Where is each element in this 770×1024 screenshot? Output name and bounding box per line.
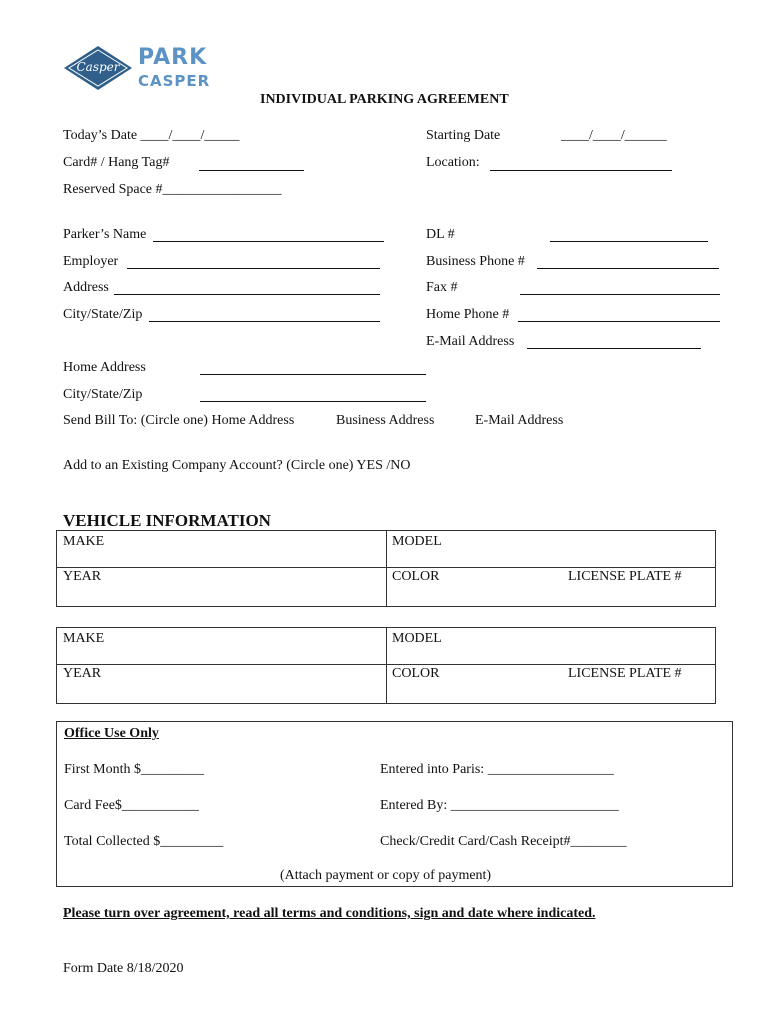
employer-input[interactable]	[127, 268, 380, 269]
svg-text:Casper: Casper	[76, 60, 120, 74]
home-phone-input[interactable]	[518, 321, 720, 322]
notice-text: Please turn over agreement, read all terms and conditions, sign and date where indicated.	[63, 906, 596, 921]
first-month-field[interactable]: First Month $_________	[64, 762, 205, 777]
home-address-label: Home Address	[63, 360, 146, 375]
send-bill-option-home[interactable]: Send Bill To: (Circle one) Home Address	[63, 413, 295, 428]
send-bill-option-business[interactable]: Business Address	[336, 413, 435, 428]
location-input[interactable]	[490, 170, 672, 171]
vehicle-2-license[interactable]: LICENSE PLATE #	[568, 666, 682, 681]
dl-input[interactable]	[550, 241, 708, 242]
vehicle-table-1	[56, 530, 716, 607]
fax-input[interactable]	[520, 294, 720, 295]
home-phone-label: Home Phone #	[426, 307, 510, 322]
employer-label: Employer	[63, 254, 119, 269]
fax-label: Fax #	[426, 280, 458, 295]
vehicle-2-model[interactable]: MODEL	[392, 631, 442, 646]
address-label: Address	[63, 280, 109, 295]
email-address-label: E-Mail Address	[426, 334, 515, 349]
logo	[62, 44, 212, 94]
total-collected-field[interactable]: Total Collected $_________	[64, 834, 224, 849]
vehicle-1-make[interactable]: MAKE	[63, 534, 105, 549]
reserved-space-field[interactable]: Reserved Space #_________________	[63, 182, 282, 197]
address-input[interactable]	[114, 294, 380, 295]
vehicle-1-color[interactable]: COLOR	[392, 569, 440, 584]
card-hang-tag-label: Card# / Hang Tag#	[63, 155, 170, 170]
vehicle-1-license[interactable]: LICENSE PLATE #	[568, 569, 682, 584]
page-title: INDIVIDUAL PARKING AGREEMENT	[260, 92, 509, 107]
city-state-zip-2-label: City/State/Zip	[63, 387, 143, 402]
city-state-zip-input[interactable]	[149, 321, 380, 322]
starting-date-label: Starting Date	[426, 128, 501, 143]
vehicle-2-make[interactable]: MAKE	[63, 631, 105, 646]
dl-label: DL #	[426, 227, 455, 242]
vehicle-2-year[interactable]: YEAR	[63, 666, 102, 681]
entered-by-field[interactable]: Entered By: ________________________	[380, 798, 619, 813]
business-phone-input[interactable]	[537, 268, 719, 269]
vehicle-2-color[interactable]: COLOR	[392, 666, 440, 681]
office-use-heading: Office Use Only	[64, 726, 159, 741]
logo-casper: CASPER	[138, 72, 211, 90]
card-hang-tag-input[interactable]	[199, 170, 304, 171]
attach-payment-note: (Attach payment or copy of payment)	[280, 868, 492, 883]
send-bill-option-email[interactable]: E-Mail Address	[475, 413, 564, 428]
logo-park: PARK	[138, 45, 208, 70]
entered-paris-field[interactable]: Entered into Paris: __________________	[380, 762, 614, 777]
city-state-zip-2-input[interactable]	[200, 401, 426, 402]
home-address-input[interactable]	[200, 374, 426, 375]
casper-seal-icon	[62, 44, 134, 92]
city-state-zip-label: City/State/Zip	[63, 307, 143, 322]
vehicle-table-2	[56, 627, 716, 704]
form-date: Form Date 8/18/2020	[63, 961, 184, 976]
business-phone-label: Business Phone #	[426, 254, 525, 269]
parkers-name-input[interactable]	[153, 241, 384, 242]
card-fee-field[interactable]: Card Fee$___________	[64, 798, 199, 813]
vehicle-1-model[interactable]: MODEL	[392, 534, 442, 549]
parkers-name-label: Parker’s Name	[63, 227, 147, 242]
location-label: Location:	[426, 155, 480, 170]
add-company-account[interactable]: Add to an Existing Company Account? (Circle one) YES /NO	[63, 458, 411, 473]
starting-date-field[interactable]: ____/____/______	[561, 128, 667, 143]
email-address-input[interactable]	[527, 348, 701, 349]
check-credit-field[interactable]: Check/Credit Card/Cash Receipt#________	[380, 834, 627, 849]
office-use-box	[56, 721, 733, 887]
vehicle-heading: VEHICLE INFORMATION	[63, 511, 271, 530]
vehicle-1-year[interactable]: YEAR	[63, 569, 102, 584]
todays-date-field[interactable]: Today’s Date ____/____/_____	[63, 128, 240, 143]
